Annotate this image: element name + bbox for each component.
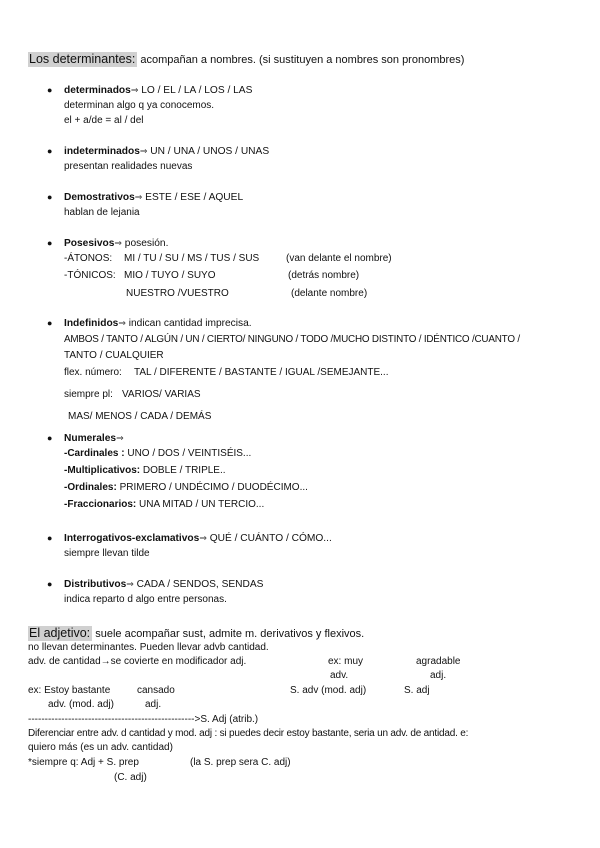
multiplicativos-words: DOBLE / TRIPLE.. <box>142 465 226 476</box>
adjetivo-line-6: -------------------------------------------------->S. Adj (atrib.) <box>28 714 259 725</box>
cardinales-row <box>64 447 251 461</box>
multiplicativos-row <box>64 464 226 478</box>
bullet-icon: ● <box>47 146 53 156</box>
item-words: UN / UNA / UNOS / UNAS <box>150 146 270 157</box>
item-words: QUÉ / CUÁNTO / CÓMO... <box>209 533 332 544</box>
adjetivo-intro: suele acompañar sust, admite m. derivativos y flexivos. <box>95 628 365 640</box>
adjetivo-line-4d: S. adj <box>404 685 430 696</box>
tonicos-words: MIO / TUYO / SUYO <box>124 270 216 281</box>
adjetivo-line-8: quiero más (es un adv. cantidad) <box>28 742 173 753</box>
bullet-icon: ● <box>47 433 53 443</box>
item-words: posesión. <box>124 238 169 249</box>
atonos-words: MI / TU / SU / MS / TUS / SUS <box>124 253 260 264</box>
siempre-pl-label: siempre pl: <box>64 389 113 400</box>
adjetivo-line-1: no llevan determinantes. Pueden llevar advb cantidad. <box>28 642 269 653</box>
arrow-icon: ⇒ <box>116 433 124 443</box>
indefinidos-list-3: MAS/ MENOS / CADA / DEMÁS <box>68 411 212 422</box>
adjetivo-line-5b: adj. <box>145 699 162 710</box>
adjetivo-line-10: (C. adj) <box>114 772 147 783</box>
adjetivo-line-2b: ex: muy <box>328 656 364 667</box>
adjetivo-line-4b: cansado <box>137 685 175 696</box>
bullet-icon: ● <box>47 533 53 543</box>
arrow-icon: ⇒ <box>199 533 207 543</box>
list-item-distributivos <box>47 577 264 607</box>
adjetivo-line-5a: adv. (mod. adj) <box>48 699 114 710</box>
cardinales-words: UNO / DOS / VEINTISÉIS... <box>127 448 252 459</box>
adjetivo-line-3b: adj. <box>430 670 447 681</box>
item-desc: determinan algo q ya conocemos. <box>64 100 215 111</box>
item-label: Numerales <box>64 433 117 444</box>
list-item-indefinidos <box>47 316 252 331</box>
item-desc: presentan realidades nuevas <box>64 161 193 172</box>
bullet-icon: ● <box>47 579 53 589</box>
tonicos-label: -TÓNICOS: <box>64 270 116 281</box>
siempre-pl-words: VARIOS/ VARIAS <box>122 389 201 400</box>
adjetivo-line-2a: adv. de cantidad→se covierte en modificador adj. <box>28 656 247 667</box>
adjetivo-line-4a: ex: Estoy bastante <box>28 685 111 696</box>
item-words: indican cantidad imprecisa. <box>128 318 252 329</box>
list-item-demostrativos <box>47 190 244 220</box>
determinantes-title: Los determinantes: <box>29 52 136 66</box>
arrow-icon: ⇒ <box>134 192 143 202</box>
tonicos-words-2: NUESTRO /VUESTRO <box>126 288 229 299</box>
item-words: CADA / SENDOS, SENDAS <box>136 579 264 590</box>
item-desc: siempre llevan tilde <box>64 548 150 559</box>
bullet-icon: ● <box>47 192 53 202</box>
tonicos-note: (detrás nombre) <box>288 270 360 281</box>
determinantes-intro: acompañan a nombres. (si sustituyen a nombres son pronombres) <box>140 54 465 66</box>
arrow-icon: ⇒ <box>139 146 148 156</box>
atonos-note: (van delante el nombre) <box>286 253 392 264</box>
arrow-icon: ⇒ <box>130 85 139 95</box>
tonicos-note-2: (delante nombre) <box>291 288 368 299</box>
item-label: Distributivos <box>64 579 127 590</box>
arrow-icon: ⇒ <box>126 579 134 589</box>
fraccionarios-words: UNA MITAD / UN TERCIO... <box>139 499 265 510</box>
adjetivo-line-4c: S. adv (mod. adj) <box>290 685 367 696</box>
determinantes-heading <box>28 52 464 66</box>
fraccionarios-row <box>64 498 264 512</box>
item-label: determinados <box>64 85 131 96</box>
flex-numero-words: TAL / DIFERENTE / BASTANTE / IGUAL /SEMEJANTE... <box>134 367 389 378</box>
item-label: Demostrativos <box>64 192 135 203</box>
list-item-interrogativos <box>47 531 332 561</box>
item-label: Indefinidos <box>64 318 119 329</box>
flex-numero-label: flex. número: <box>64 367 122 378</box>
cardinales-label: -Cardinales : <box>64 448 125 459</box>
bullet-icon: ● <box>47 318 53 328</box>
list-item-posesivos <box>47 236 169 251</box>
adjetivo-heading <box>28 626 364 640</box>
ordinales-label: -Ordinales: <box>64 482 117 493</box>
list-item-indeterminados <box>47 144 270 174</box>
item-label: indeterminados <box>64 146 140 157</box>
indefinidos-list-1: AMBOS / TANTO / ALGÚN / UN / CIERTO/ NINGUNO / TODO /MUCHO DISTINTO / IDÉNTICO /CUANTO / <box>64 334 520 345</box>
atonos-label: -ÁTONOS: <box>64 253 113 264</box>
item-words: ESTE / ESE / AQUEL <box>145 192 244 203</box>
bullet-icon: ● <box>47 85 53 95</box>
adjetivo-title: El adjetivo: <box>29 626 91 640</box>
item-desc: el + a/de = al / del <box>64 115 144 126</box>
ordinales-row <box>64 481 308 495</box>
multiplicativos-label: -Multiplicativos: <box>64 465 141 476</box>
adjetivo-line-3a: adv. <box>330 670 349 681</box>
item-words: LO / EL / LA / LOS / LAS <box>141 85 253 96</box>
bullet-icon: ● <box>47 238 53 248</box>
item-desc: hablan de lejania <box>64 207 140 218</box>
arrow-icon: ⇒ <box>118 318 126 328</box>
indefinidos-list-2: TANTO / CUALQUIER <box>64 350 164 361</box>
adjetivo-line-9b: (la S. prep sera C. adj) <box>190 757 291 768</box>
adjetivo-line-9a: *siempre q: Adj + S. prep <box>28 757 139 768</box>
list-item-determinados <box>47 83 253 128</box>
item-label: Interrogativos-exclamativos <box>64 533 200 544</box>
fraccionarios-label: -Fraccionarios: <box>64 499 137 510</box>
list-item-numerales <box>47 431 124 446</box>
adjetivo-line-2c: agradable <box>416 656 461 667</box>
item-label: Posesivos <box>64 238 115 249</box>
ordinales-words: PRIMERO / UNDÉCIMO / DUODÉCIMO... <box>119 482 308 493</box>
item-desc: indica reparto d algo entre personas. <box>64 594 227 605</box>
adjetivo-line-7: Diferenciar entre adv. d cantidad y mod. adj : si puedes decir estoy bastante, seria un adv. de antidad. e: <box>28 728 469 739</box>
arrow-icon: ⇒ <box>114 238 122 248</box>
